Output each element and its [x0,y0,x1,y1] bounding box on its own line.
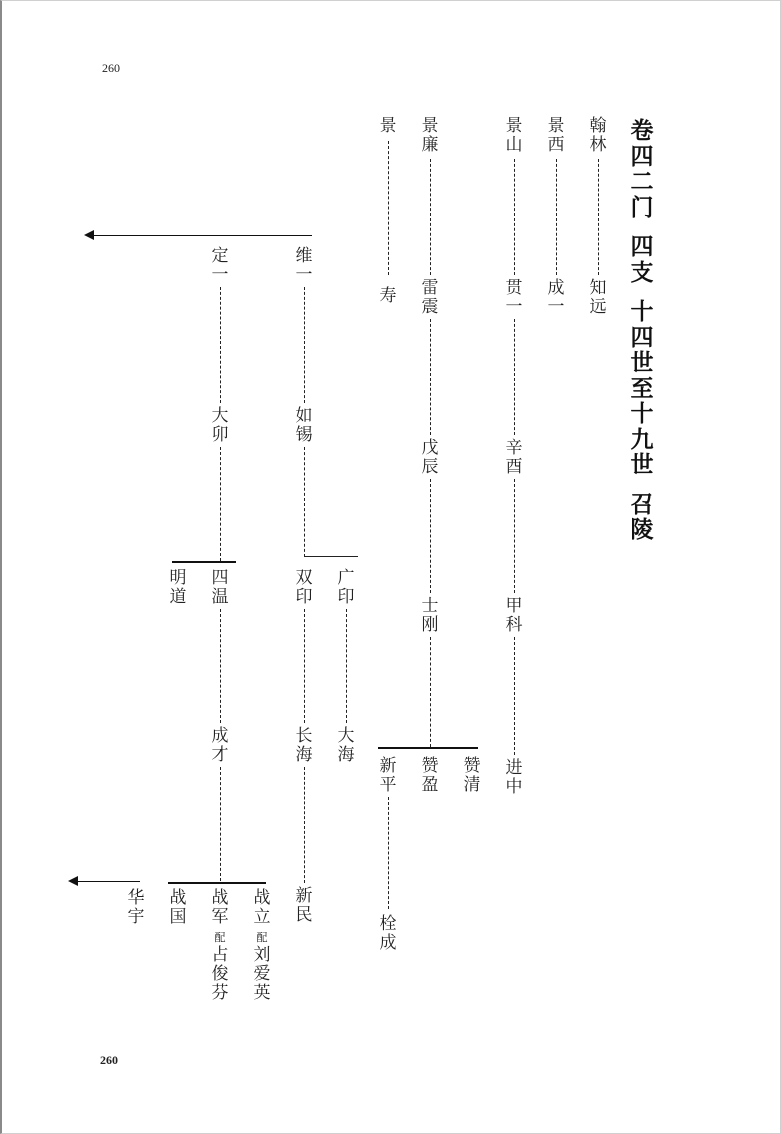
lineage-line [220,609,221,723]
name-jinglian: 景廉 [421,116,439,155]
page-number-bottom: 260 [100,1053,118,1067]
name-hanlin: 翰林 [589,116,607,155]
lineage-line [556,159,557,275]
name-zhanli-text: 战立 [253,888,271,927]
name-zanqing: 赞清 [463,756,481,795]
title-gap [626,221,658,235]
title-volume: 卷四二门 [630,118,654,221]
name-zhanjun-text: 战军 [211,888,229,927]
title-place: 召陵 [630,491,654,543]
name-xinmin: 新民 [295,886,313,925]
continuation-line [92,235,312,236]
name-chengyi: 成一 [547,278,565,317]
name-jingxi: 景西 [547,116,565,155]
name-huayu: 华宇 [127,888,145,927]
name-guanyi: 贯一 [505,278,523,317]
name-siwen: 四温 [211,568,229,607]
lineage-line [304,609,305,723]
branch-bar [304,556,358,557]
name-zhanjun [210,889,230,1003]
continuation-line [76,881,140,882]
lineage-line [388,141,389,275]
name-damao: 大卯 [211,406,229,445]
name-jinzhong: 进中 [505,758,523,797]
lineage-line [430,479,431,593]
arrow-left-icon [84,230,94,240]
title-generations: 十四世至十九世 [630,299,654,478]
lineage-line [220,287,221,403]
name-wuchen: 戊辰 [421,438,439,477]
page-number-top: 260 [102,61,120,75]
name-leizhen: 雷震 [421,278,439,317]
branch-bar [378,747,478,749]
lineage-line [388,797,389,909]
name-jing: 景 [379,116,397,136]
name-weiyi: 维一 [295,246,313,285]
name-changhai: 长海 [295,726,313,765]
name-shuangyin: 双印 [295,568,313,607]
lineage-line [514,479,515,593]
name-zanying: 赞盈 [421,756,439,795]
name-zhiyuan: 知远 [589,278,607,317]
lineage-line [304,767,305,883]
lineage-line [598,159,599,275]
lineage-line [514,159,515,275]
title-gap [626,479,658,493]
name-mingdao: 明道 [169,568,187,607]
lineage-line [430,319,431,435]
name-jiake: 甲科 [505,596,523,635]
lineage-line [220,767,221,881]
name-dingyi: 定一 [211,246,229,285]
name-xinyou: 辛酉 [505,438,523,477]
title-gap [626,286,658,300]
lineage-line [304,447,305,557]
lineage-line [430,637,431,747]
name-xinping: 新平 [379,756,397,795]
spouse-zhanli: 刘爱英 [253,945,271,1003]
name-shuancheng: 栓成 [379,914,397,953]
spouse-marker: 配 [214,931,226,944]
branch-bar [168,882,266,884]
name-dahai: 大海 [337,726,355,765]
title-branch: 四支 [630,234,654,286]
spouse-marker: 配 [256,931,268,944]
lineage-line [514,319,515,435]
name-ruxi: 如锡 [295,406,313,445]
name-zhanguo: 战国 [169,888,187,927]
lineage-line [430,159,431,275]
lineage-line [346,609,347,723]
name-zhanli [252,889,272,1003]
name-jingshan: 景山 [505,116,523,155]
arrow-left-icon [68,876,78,886]
branch-bar [172,561,236,563]
name-guangyin: 广印 [337,568,355,607]
page-title [626,119,658,544]
lineage-line [514,637,515,755]
lineage-line [220,447,221,561]
name-shigang: 士刚 [421,596,439,635]
spouse-zhanjun: 占俊芬 [211,945,229,1003]
lineage-line [304,287,305,403]
name-chengcai: 成才 [211,726,229,765]
name-shou: 寿 [379,286,397,306]
